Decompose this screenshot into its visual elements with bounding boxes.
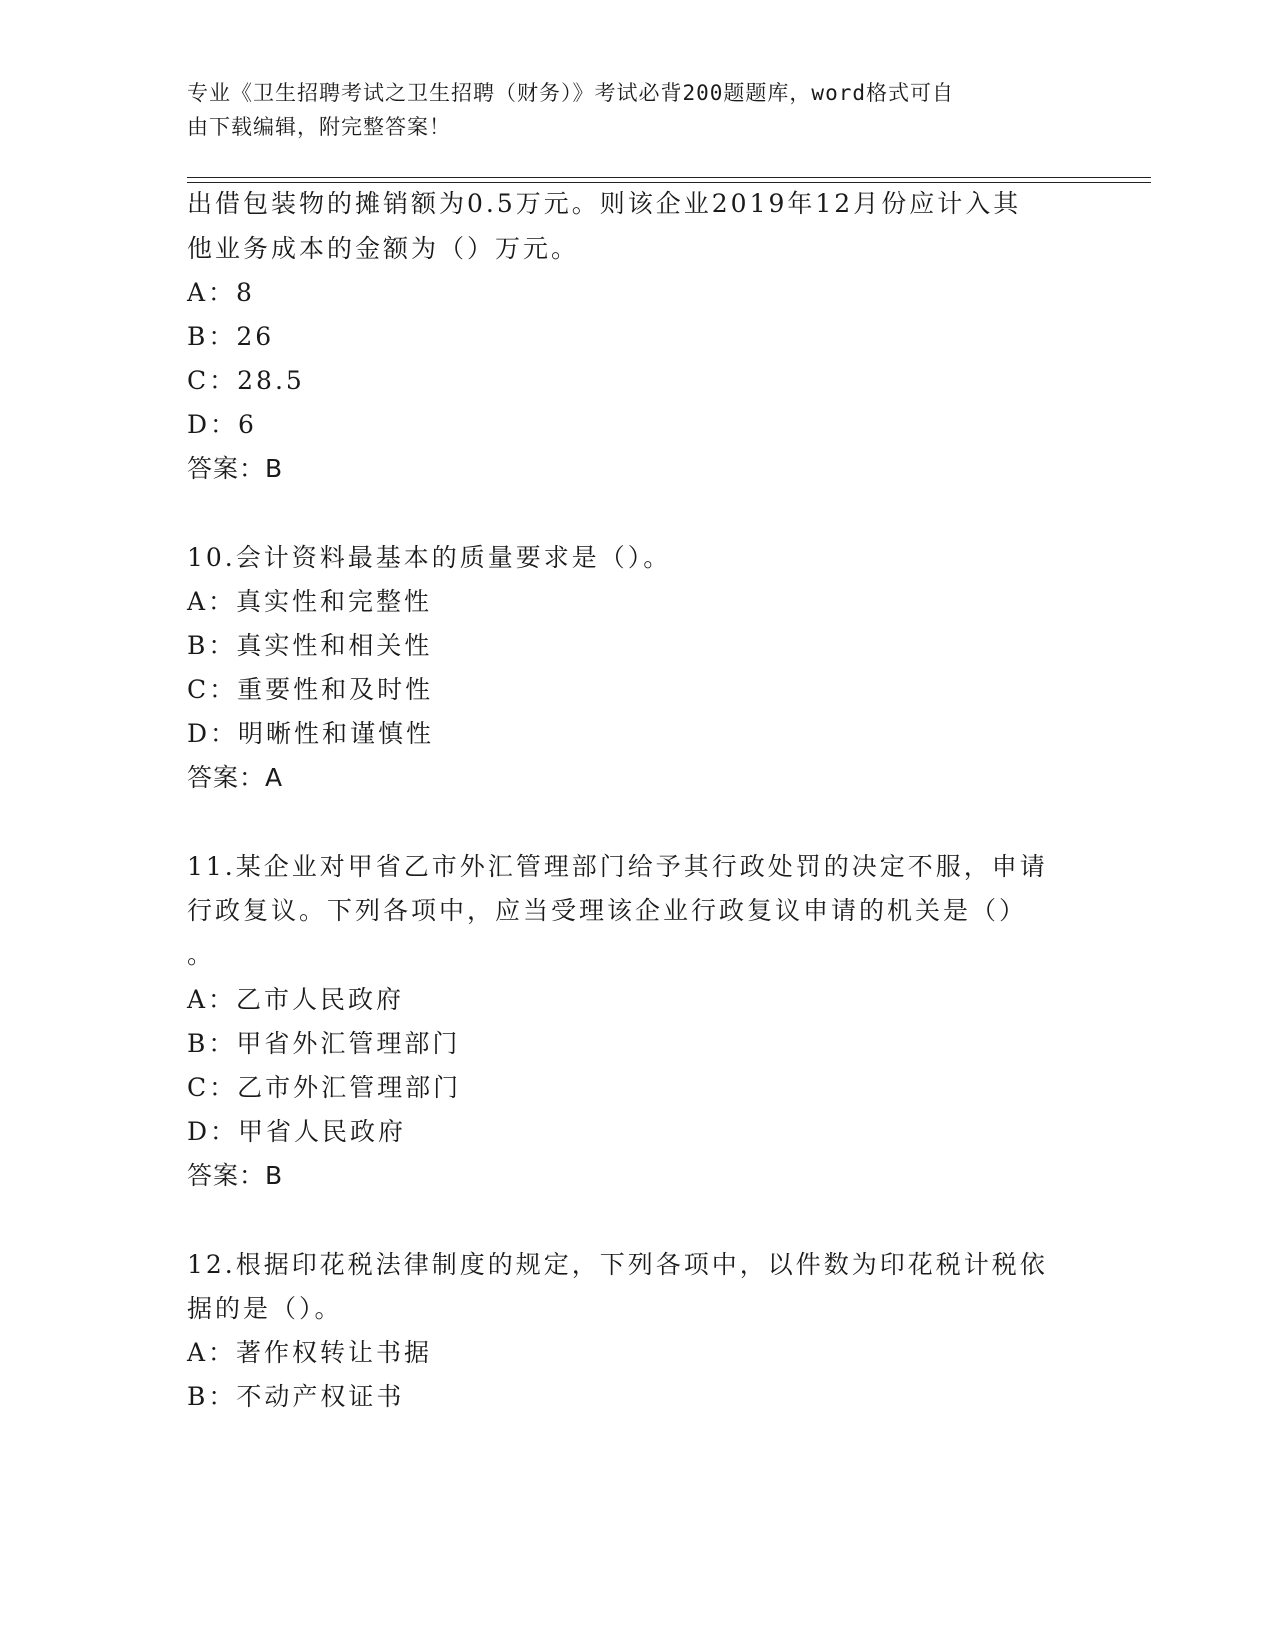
q11-stem-line-1: 11.某企业对甲省乙市外汇管理部门给予其行政处罚的决定不服，申请: [187, 852, 1048, 881]
q10-answer: 答案：A: [187, 763, 284, 792]
q12-option-b: B：不动产权证书: [187, 1382, 405, 1411]
q9-option-a: A：8: [187, 278, 255, 307]
header-line-2: 由下载编辑，附完整答案！: [187, 115, 451, 139]
q12-option-a: A：著作权转让书据: [187, 1338, 433, 1367]
q10-option-d: D：明晰性和谨慎性: [187, 719, 435, 748]
q9-option-c: C：28.5: [187, 366, 305, 395]
q9-stem-line-2: 他业务成本的金额为（）万元。: [187, 234, 580, 263]
q11-option-a: A：乙市人民政府: [187, 985, 405, 1014]
q10-stem-line-1: 10.会计资料最基本的质量要求是（）。: [187, 543, 672, 572]
q9-option-d: D：6: [187, 410, 257, 439]
q10-option-c: C：重要性和及时性: [187, 675, 434, 704]
q11-option-d: D：甲省人民政府: [187, 1117, 407, 1146]
header-divider-top: [187, 177, 1151, 178]
q12-stem-line-2: 据的是（）。: [187, 1294, 343, 1323]
q11-stem-line-2: 行政复议。下列各项中，应当受理该企业行政复议申请的机关是（）: [187, 896, 1028, 925]
q11-option-b: B：甲省外汇管理部门: [187, 1029, 461, 1058]
q10-option-a: A：真实性和完整性: [187, 587, 433, 616]
q11-stem-line-3: 。: [187, 940, 216, 969]
q9-answer: 答案：B: [187, 454, 284, 483]
q10-option-b: B：真实性和相关性: [187, 631, 433, 660]
q11-answer: 答案：B: [187, 1161, 284, 1190]
document-header: [187, 76, 1067, 144]
q12-stem-line-1: 12.根据印花税法律制度的规定，下列各项中，以件数为印花税计税依: [187, 1250, 1048, 1279]
q9-option-b: B：26: [187, 322, 275, 351]
header-line-1: 专业《卫生招聘考试之卫生招聘（财务）》考试必背200题题库，word格式可自: [187, 81, 954, 105]
q11-option-c: C：乙市外汇管理部门: [187, 1073, 462, 1102]
q9-stem-line-1: 出借包装物的摊销额为0.5万元。则该企业2019年12月份应计入其: [187, 189, 1022, 218]
header-divider-bottom: [187, 182, 1151, 183]
